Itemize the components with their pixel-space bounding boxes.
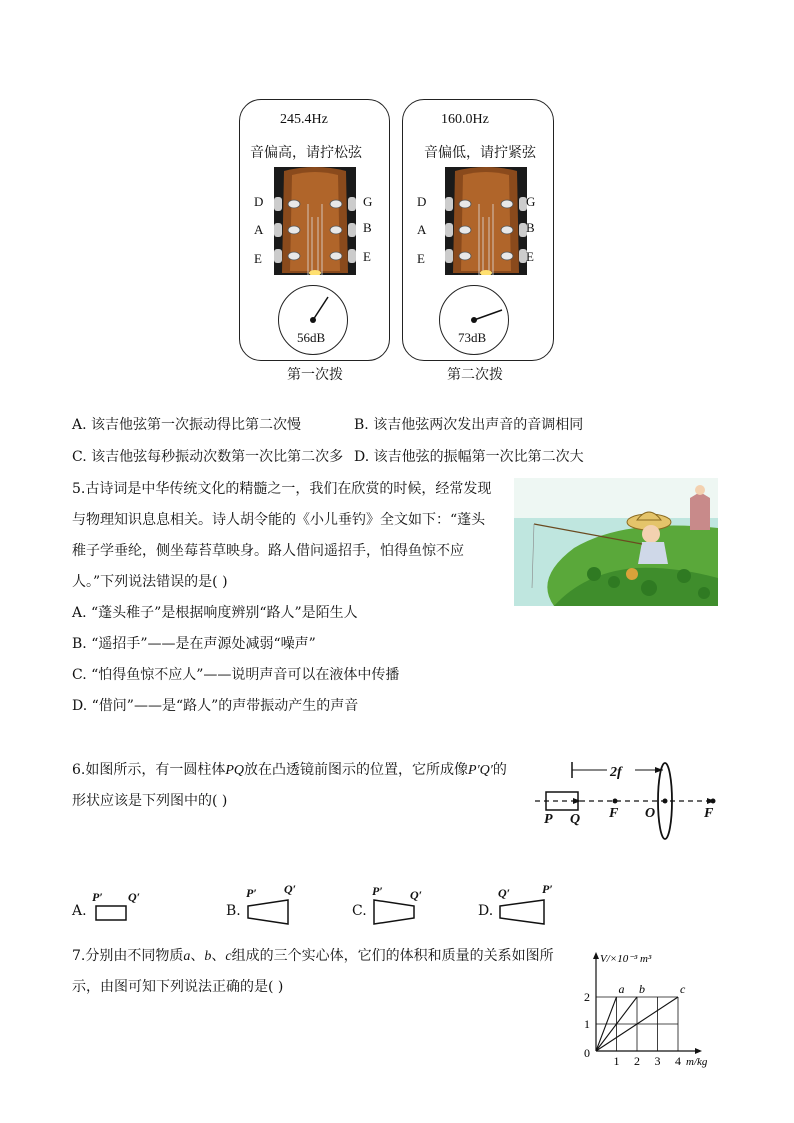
- q4-option-d: D. 该吉他弦的振幅第一次比第二次大: [354, 449, 584, 465]
- q6-option-a-shape: [92, 904, 132, 924]
- frequency-readout: 160.0Hz: [441, 112, 489, 127]
- point-q-label: Q: [570, 812, 581, 827]
- q6-option-a-label: A.: [72, 903, 87, 919]
- q6-option-c-q: Q′: [410, 888, 423, 902]
- point-p-label: P: [544, 812, 553, 827]
- q6-option-c-p: P′: [372, 884, 383, 898]
- object-label: PQ: [225, 763, 245, 778]
- string-label-right-3: E: [526, 249, 534, 264]
- decibel-readout: 73dB: [458, 330, 487, 345]
- string-label-right-1: G: [526, 194, 536, 209]
- origin-label: 0: [584, 1046, 590, 1060]
- series-label-a: a: [618, 982, 625, 996]
- string-label-right-1: G: [363, 194, 373, 209]
- substance-c-label: c: [225, 949, 232, 964]
- q6-option-d-q: Q′: [498, 886, 511, 900]
- tuner-panel-second: [402, 99, 554, 361]
- q6-option-a-p: P′: [92, 890, 103, 904]
- q6-stem-text: 6.如图所示，有一圆柱体: [72, 762, 226, 778]
- x-tick-label: 2: [634, 1054, 640, 1068]
- two-f-label: 2f: [610, 765, 622, 780]
- substance-b-label: b: [204, 949, 212, 964]
- q6-stem-line-1: [72, 761, 507, 780]
- q5-option-c: C. “怕得鱼惊不应人”——说明声音可以在液体中传播: [72, 667, 400, 683]
- q7-separator: 、: [190, 948, 205, 964]
- q6-option-b-shape: [244, 896, 294, 926]
- q5-stem-line-4: 人。”下列说法错误的是( ): [72, 574, 228, 590]
- string-label-right-2: B: [363, 220, 372, 235]
- q7-stem-line-1: [72, 947, 554, 966]
- q7-stem-line-2: 示，由图可知下列说法正确的是( ): [72, 979, 284, 995]
- q6-option-b-label: B.: [226, 903, 241, 919]
- q4-option-a: A. 该吉他弦第一次振动得比第二次慢: [72, 417, 302, 433]
- x-tick-label: 3: [654, 1054, 661, 1068]
- decibel-gauge: [439, 285, 509, 355]
- convex-lens-diagram: [535, 758, 725, 844]
- image-label: P′Q′: [468, 763, 493, 778]
- q6-option-a-q: Q′: [128, 890, 141, 904]
- series-label-c: c: [680, 982, 686, 996]
- panel-caption-second: 第二次拨: [447, 367, 503, 383]
- q5-stem-line-1: 5.古诗词是中华传统文化的精髓之一，我们在欣赏的时候，经常发现: [72, 481, 492, 497]
- q6-stem-text: 的: [492, 762, 507, 778]
- q7-separator: 、: [211, 948, 226, 964]
- optical-center-label: O: [645, 806, 656, 821]
- decibel-readout: 56dB: [297, 330, 326, 345]
- q6-option-c-label: C.: [352, 903, 367, 919]
- substance-a-label: a: [183, 949, 191, 964]
- q6-stem-text: 放在凸透镜前图示的位置，它所成像: [244, 762, 469, 778]
- guitar-headstock-icon: [274, 167, 356, 275]
- tuner-message: 音偏低，请拧紧弦: [424, 145, 536, 161]
- x-axis-arrow: [695, 1048, 702, 1054]
- q6-option-c-shape: [370, 896, 420, 926]
- q6-option-b-q: Q′: [284, 882, 297, 896]
- frequency-readout: 245.4Hz: [280, 112, 328, 127]
- series-label-b: b: [639, 982, 645, 996]
- y-axis-label: V/×10⁻³ m³: [600, 953, 652, 965]
- fishing-child-illustration: [514, 478, 718, 606]
- string-label-left-1: D: [417, 194, 427, 209]
- string-label-left-3: E: [417, 251, 425, 266]
- q4-option-b: B. 该吉他弦两次发出声音的音调相同: [354, 417, 584, 433]
- focus-left-label: F: [609, 806, 619, 821]
- q6-option-d-label: D.: [478, 903, 494, 919]
- y-tick-label: 2: [584, 990, 590, 1004]
- q6-option-d-shape: [496, 896, 550, 926]
- q7-stem-text: 7.分别由不同物质: [72, 948, 184, 964]
- guitar-headstock-icon: [445, 167, 527, 275]
- focus-right-label: F: [704, 806, 714, 821]
- volume-mass-chart: [578, 948, 728, 1078]
- q4-option-c: C. 该吉他弦每秒振动次数第一次比第二次多: [72, 449, 344, 465]
- q7-stem-text: 组成的三个实心体，它们的体积和质量的关系如图所: [231, 948, 554, 964]
- string-label-left-2: A: [254, 222, 264, 237]
- string-label-left-2: A: [417, 222, 427, 237]
- q5-stem-line-2: 与物理知识息息相关。诗人胡令能的《小儿垂钓》全文如下：“蓬头: [72, 512, 486, 528]
- string-label-left-3: E: [254, 251, 262, 266]
- tuner-message: 音偏高，请拧松弦: [250, 145, 362, 161]
- q5-option-d: D. “借问”——是“路人”的声带振动产生的声音: [72, 698, 359, 714]
- string-label-left-1: D: [254, 194, 264, 209]
- q5-stem-line-3: 稚子学垂纶，侧坐莓苔草映身。路人借问遥招手，怕得鱼惊不应: [72, 543, 464, 559]
- q6-option-b-p: P′: [246, 886, 257, 900]
- x-axis-label: m/kg: [686, 1056, 708, 1068]
- panel-caption-first: 第一次拨: [287, 367, 343, 383]
- string-label-right-3: E: [363, 249, 371, 264]
- y-axis-arrow: [593, 952, 599, 959]
- decibel-gauge: [278, 285, 348, 355]
- q5-option-a: A. “蓬头稚子”是根据响度辨别“路人”是陌生人: [72, 605, 358, 621]
- tuner-panel-first: [239, 99, 390, 361]
- x-tick-label: 4: [675, 1054, 681, 1068]
- q6-option-d-p: P′: [542, 882, 553, 896]
- q5-option-b: B. “遥招手”——是在声源处减弱“噪声”: [72, 636, 316, 652]
- q6-stem-line-2: 形状应该是下列图中的( ): [72, 793, 228, 809]
- y-tick-label: 1: [584, 1017, 590, 1031]
- string-label-right-2: B: [526, 220, 535, 235]
- x-tick-label: 1: [613, 1054, 620, 1068]
